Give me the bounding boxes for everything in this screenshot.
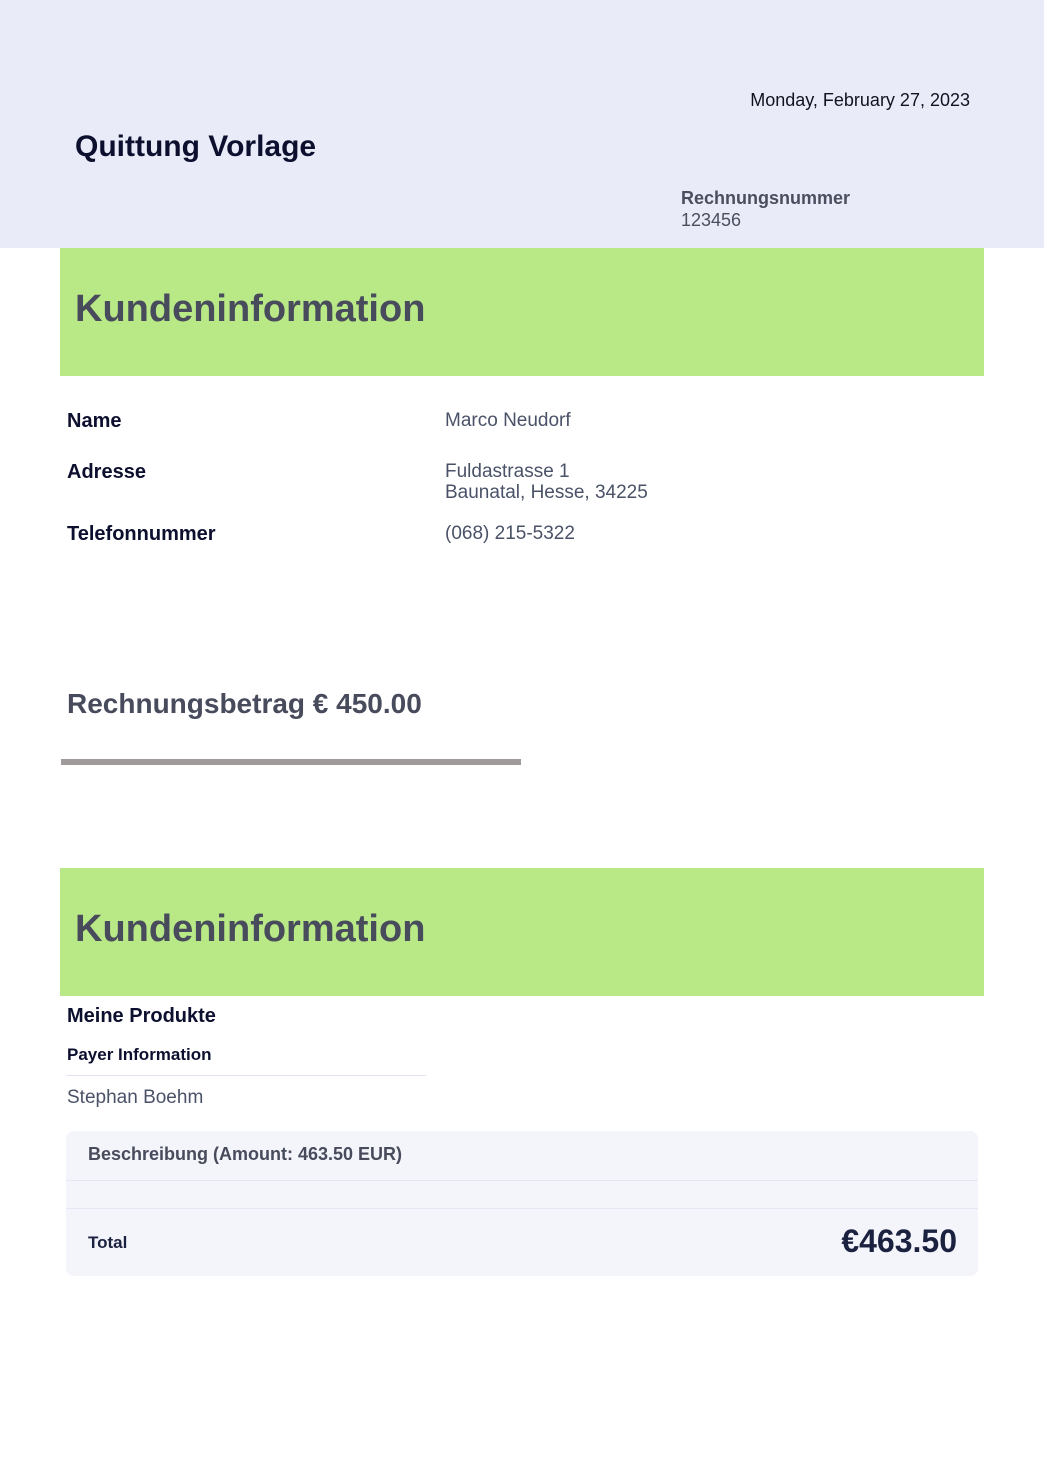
invoice-number-value: 123456 bbox=[681, 210, 742, 230]
table-divider bbox=[66, 1180, 978, 1181]
invoice-amount: Rechnungsbetrag € 450.00 bbox=[67, 688, 422, 719]
info-value bbox=[445, 461, 648, 503]
invoice-number-label: Rechnungsnummer bbox=[681, 188, 851, 208]
section-heading: Kundeninformation bbox=[75, 908, 426, 950]
table-description: Beschreibung (Amount: 463.50 EUR) bbox=[88, 1144, 403, 1164]
receipt-header bbox=[0, 0, 1044, 248]
summary-table bbox=[66, 1131, 978, 1276]
total-value: €463.50 bbox=[841, 1223, 957, 1259]
receipt-date: Monday, February 27, 2023 bbox=[750, 90, 970, 110]
page-title: Quittung Vorlage bbox=[75, 130, 317, 163]
payer-heading: Payer Information bbox=[67, 1045, 212, 1064]
info-value: (068) 215-5322 bbox=[445, 523, 575, 544]
amount-divider bbox=[61, 759, 521, 765]
info-label: Name bbox=[67, 410, 122, 432]
products-heading: Meine Produkte bbox=[67, 1005, 216, 1027]
table-divider bbox=[66, 1208, 978, 1209]
info-label: Adresse bbox=[67, 461, 146, 483]
info-value: Marco Neudorf bbox=[445, 410, 571, 431]
products-banner bbox=[60, 868, 984, 996]
customer-info-banner bbox=[60, 248, 984, 376]
section-heading: Kundeninformation bbox=[75, 288, 426, 330]
payer-name: Stephan Boehm bbox=[67, 1087, 204, 1108]
total-label: Total bbox=[88, 1233, 128, 1252]
info-label: Telefonnummer bbox=[67, 523, 216, 545]
payer-divider bbox=[66, 1075, 426, 1076]
address-line-1: Fuldastrasse 1 bbox=[445, 461, 570, 482]
address-line-2: Baunatal, Hesse, 34225 bbox=[445, 482, 648, 503]
